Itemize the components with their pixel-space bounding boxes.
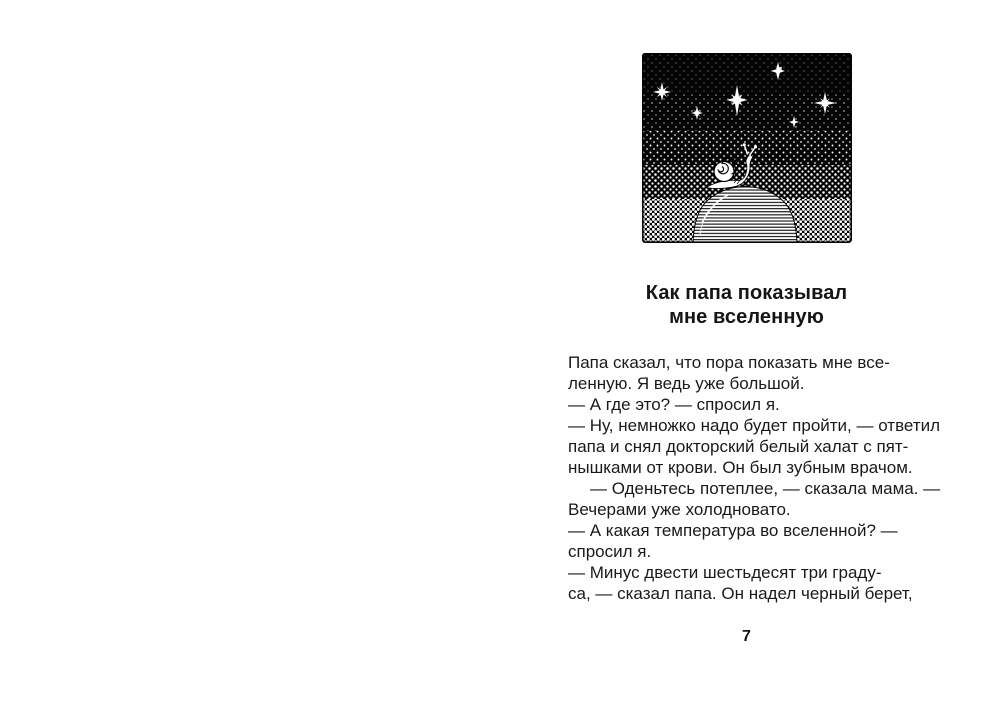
text-line: — А где это? — спросил я. <box>568 395 780 414</box>
chapter-illustration <box>642 53 852 243</box>
snail-starry-sky-drawing <box>642 53 852 243</box>
text-line: — Оденьтесь потеплее, — сказала мама. — <box>590 479 941 498</box>
text-line: нышками от крови. Он был зубным врачом. <box>568 458 913 477</box>
chapter-title-line-1: Как папа показывал <box>645 282 848 304</box>
text-line: ленную. Я ведь уже большой. <box>568 374 805 393</box>
text-line: Папа сказал, что пора показать мне все- <box>568 353 890 372</box>
text-line: спросил я. <box>568 542 652 561</box>
text-line: са, — сказал папа. Он надел черный берет, <box>568 584 913 603</box>
text-line: папа и снял докторский белый халат с пят- <box>568 437 909 456</box>
text-line: — А какая температура во вселенной? — <box>568 521 898 540</box>
text-line: — Минус двести шестьдесят три граду- <box>568 563 882 582</box>
chapter-title <box>568 281 925 329</box>
chapter-title-line-2: мне вселенную <box>669 306 824 328</box>
page-number: 7 <box>742 628 751 645</box>
body-text <box>568 352 941 604</box>
text-line: — Ну, немножко надо будет пройти, — ответил <box>568 416 941 435</box>
text-line: Вечерами уже холодновато. <box>568 500 791 519</box>
